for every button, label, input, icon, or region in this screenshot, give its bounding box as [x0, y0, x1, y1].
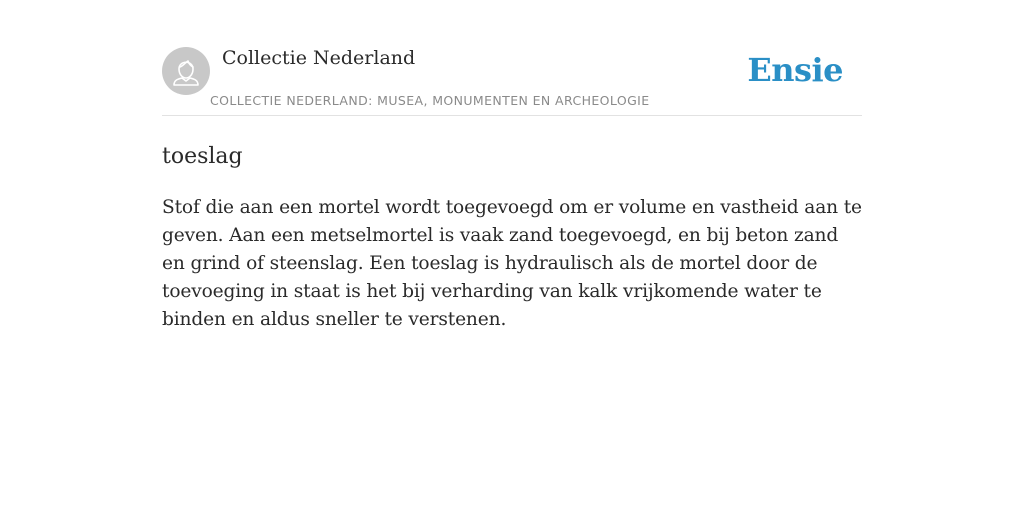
entry-definition: Stof die aan een mortel wordt toegevoegd om er volume en vastheid aan te geven. Aan een metselmortel is vaak zand toegevoegd, en bij beton zand en grind of steenslag. Een toeslag is hydraulisch als de mortel door de toevoeging in staat is het bij verharding van kalk vrijkomende water te binden en aldus sneller te verstenen. [162, 197, 862, 330]
author-name[interactable]: Collectie Nederland [222, 47, 416, 69]
entry-term: toeslag [162, 144, 243, 169]
entry-header [162, 0, 862, 116]
user-silhouette-icon [162, 47, 210, 95]
brand-logo[interactable]: Ensie [747, 51, 843, 89]
author-subtitle: COLLECTIE NEDERLAND: MUSEA, MONUMENTEN EN ARCHEOLOGIE [210, 93, 650, 108]
content-container [162, 0, 862, 334]
author-avatar[interactable] [162, 47, 210, 95]
